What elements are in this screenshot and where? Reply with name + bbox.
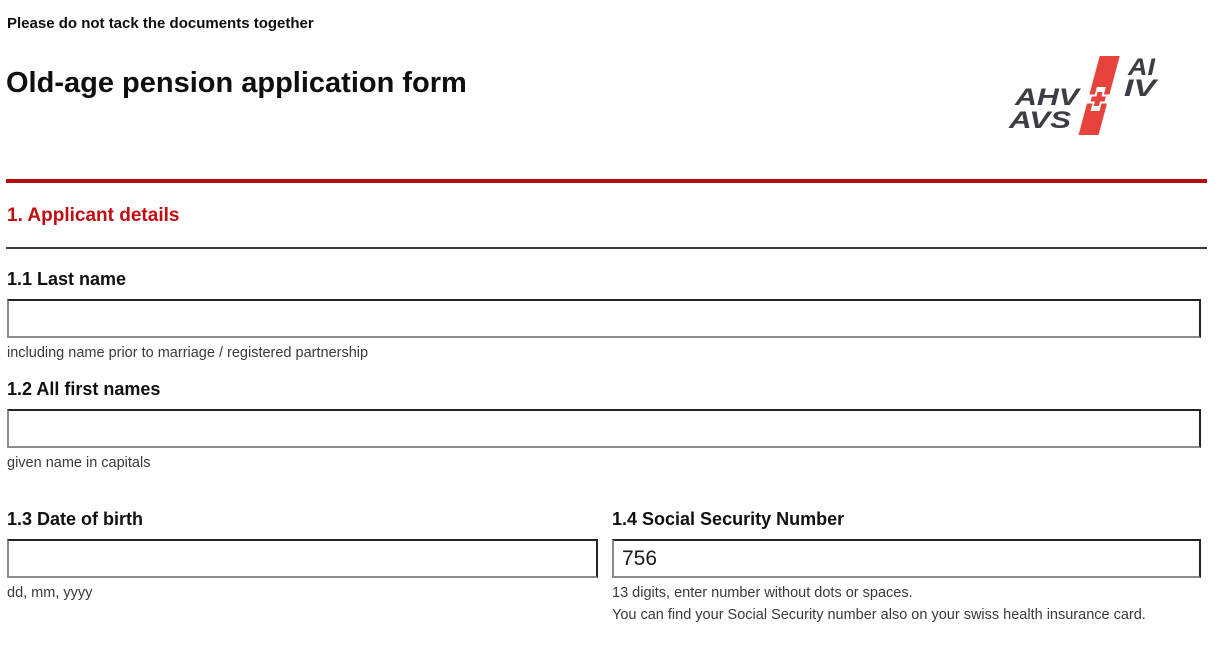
field-last-name	[7, 268, 1201, 364]
last-name-input[interactable]	[7, 299, 1201, 338]
first-names-input[interactable]	[7, 409, 1201, 448]
date-of-birth-label: 1.3 Date of birth	[7, 509, 144, 529]
ssn-hint-line2: You can find your Social Security number also on your swiss health insurance card.	[612, 607, 1146, 623]
field-date-of-birth	[7, 508, 598, 604]
page-title: Old-age pension application form	[6, 67, 467, 99]
section-heading: 1. Applicant details	[7, 205, 180, 226]
ssn-input[interactable]	[612, 539, 1201, 578]
date-of-birth-input[interactable]	[7, 539, 598, 578]
field-first-names	[7, 378, 1201, 474]
logo-text-avs: AVS	[1007, 107, 1071, 134]
first-names-label: 1.2 All first names	[7, 379, 161, 399]
last-name-label: 1.1 Last name	[7, 269, 127, 289]
swiss-cross-beam	[1077, 56, 1122, 135]
last-name-hint: including name prior to marriage / registered partnership	[7, 345, 369, 361]
logo-text-iv: IV	[1124, 75, 1159, 102]
ssn-hint	[612, 582, 1201, 626]
ssn-label: 1.4 Social Security Number	[612, 509, 845, 529]
logo-text-ahv: AHV	[1013, 84, 1082, 111]
logo-text-ai: AI	[1126, 55, 1157, 81]
ahv-avs-ai-iv-logo	[1007, 55, 1159, 139]
ssn-hint-line1: 13 digits, enter number without dots or spaces.	[612, 585, 913, 601]
section-divider	[6, 247, 1207, 249]
first-names-hint: given name in capitals	[7, 455, 151, 471]
note-text: Please do not tack the documents together	[7, 15, 314, 32]
field-social-security-number	[612, 508, 1201, 626]
red-divider	[6, 179, 1207, 183]
date-of-birth-hint: dd, mm, yyyy	[7, 585, 93, 601]
